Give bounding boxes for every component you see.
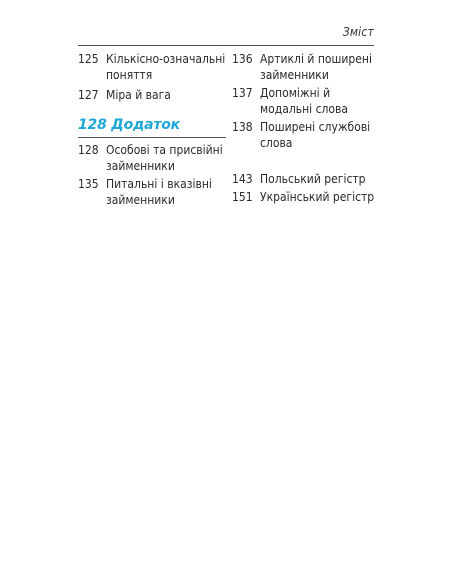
toc-page-number: 151 <box>232 190 253 204</box>
toc-left-column <box>78 51 226 208</box>
toc-entry[interactable] <box>232 119 380 151</box>
toc-entry[interactable] <box>78 51 226 83</box>
section-rule <box>78 137 226 138</box>
toc-entry-title: Польський регістр <box>260 172 366 186</box>
toc-page-number: 128 <box>78 143 99 157</box>
toc-entry-title: Кількісно-означальні поняття <box>106 52 226 82</box>
toc-entry[interactable] <box>78 176 226 208</box>
toc-page-number: 137 <box>232 86 253 100</box>
toc-page-number: 143 <box>232 172 253 186</box>
toc-page-number: 127 <box>78 88 99 102</box>
toc-entry-title: Особові та присвійні займенники <box>106 143 223 173</box>
toc-entry[interactable] <box>232 171 380 187</box>
toc-entry[interactable] <box>78 142 226 174</box>
toc-entry-title: Міра й вага <box>106 88 171 102</box>
toc-entry[interactable] <box>232 51 380 83</box>
toc-entry[interactable] <box>232 85 380 117</box>
toc-page-number: 138 <box>232 120 253 134</box>
toc-entry-title: Поширені службові слова <box>260 120 371 150</box>
toc-entry[interactable] <box>232 189 380 205</box>
toc-entry-title: Допоміжні й модальні слова <box>260 86 349 116</box>
toc-page-number: 125 <box>78 52 99 66</box>
toc-right-column <box>232 51 380 205</box>
header-title: Зміст <box>342 25 374 39</box>
toc-page-number: 136 <box>232 52 253 66</box>
toc-page-number: 135 <box>78 177 99 191</box>
header-rule <box>78 45 374 46</box>
toc-entry-title: Артиклі й поширені займенники <box>260 52 372 82</box>
section-heading[interactable]: 128 Додаток <box>78 117 180 133</box>
toc-entry-title: Український регістр <box>260 190 375 204</box>
toc-entry-title: Питальні і вказівні займенники <box>106 177 212 207</box>
toc-entry[interactable] <box>78 87 226 103</box>
